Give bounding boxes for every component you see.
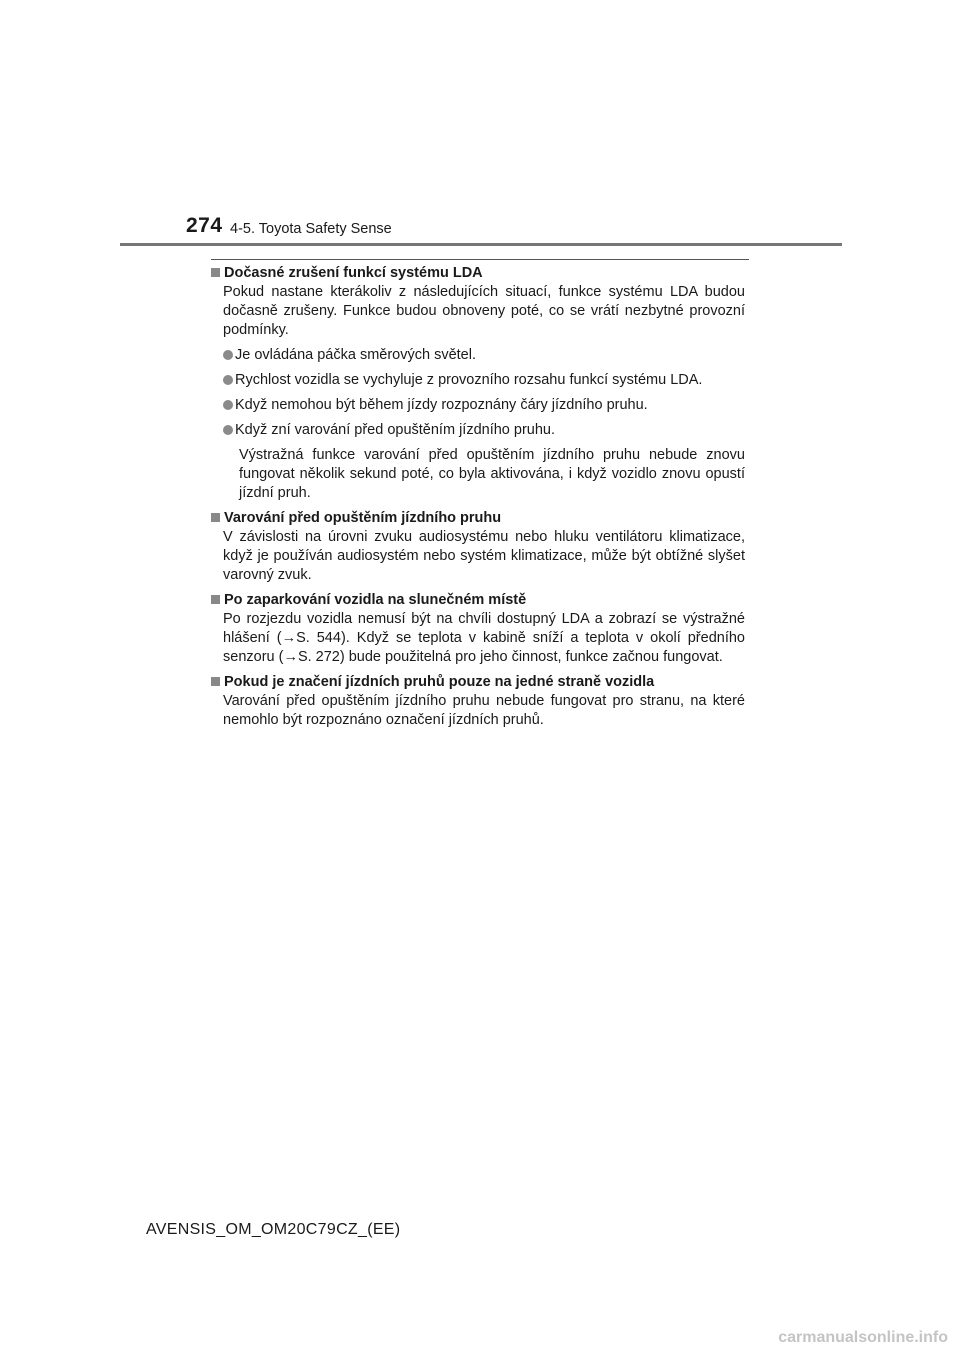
content-rule (211, 259, 749, 260)
section-heading-text: Pokud je značení jízdních pruhů pouze na jedné straně vozidla (224, 674, 655, 690)
section-heading (211, 264, 745, 283)
section-heading (211, 591, 745, 610)
circle-bullet-icon (223, 425, 233, 435)
section-heading-text: Varování před opuštěním jízdního pruhu (224, 510, 502, 526)
section-heading (211, 673, 745, 692)
section-paragraph: Pokud nastane kterákoliv z následujících situací, funkce systému LDA budou dočasně zrušeny. Funkce budou obnoveny poté, co se vrátí nezbytné provozní podmínky. (223, 284, 745, 338)
list-item-text: Když zní varování před opuštěním jízdního pruhu. (235, 422, 555, 438)
section-heading-text: Dočasné zrušení funkcí systému LDA (224, 265, 483, 281)
square-bullet-icon (211, 513, 220, 522)
page-number: 274 (186, 214, 223, 237)
list-item-text: Rychlost vozidla se vychyluje z provozního rozsahu funkcí systému LDA. (235, 372, 703, 388)
square-bullet-icon (211, 677, 220, 686)
section-paragraph: Po rozjezdu vozidla nemusí být na chvíli dostupný LDA a zobrazí se výstražné hlášení (→S. 544). Když se teplota v kabině sníží a teplota v okolí předního senzoru (→S. 272) bude použitelná pro jeho činnost, funkce začnou fungovat. (223, 611, 745, 665)
list-item-text: Když nemohou být během jízdy rozpoznány čáry jízdního pruhu. (235, 397, 648, 413)
circle-bullet-icon (223, 350, 233, 360)
document-code: AVENSIS_OM_OM20C79CZ_(EE) (146, 1221, 401, 1238)
watermark: carmanualsonline.info (778, 1329, 948, 1346)
section-paragraph: Varování před opuštěním jízdního pruhu nebude fungovat pro stranu, na které nemohlo být rozpoznáno označení jízdních pruhů. (223, 693, 745, 728)
circle-bullet-icon (223, 400, 233, 410)
section-heading (211, 509, 745, 528)
list-item (211, 396, 745, 415)
square-bullet-icon (211, 595, 220, 604)
list-item (211, 421, 745, 440)
section-title: 4-5. Toyota Safety Sense (230, 221, 392, 237)
list-item-note: Výstražná funkce varování před opuštěním jízdního pruhu nebude znovu fungovat několik sekund poté, co byla aktivována, i když vozidlo znovu opustí jízdní pruh. (239, 447, 745, 501)
section-heading-text: Po zaparkování vozidla na slunečném místě (224, 592, 527, 608)
circle-bullet-icon (223, 375, 233, 385)
header-rule (120, 243, 842, 246)
list-item (211, 371, 745, 390)
page-content (211, 264, 745, 730)
square-bullet-icon (211, 268, 220, 277)
list-item-text: Je ovládána páčka směrových světel. (235, 347, 476, 363)
list-item (211, 346, 745, 365)
section-paragraph: V závislosti na úrovni zvuku audiosystému nebo hluku ventilátoru klimatizace, když je používán audiosystém nebo systém klimatizace, může být obtížné slyšet varovný zvuk. (223, 529, 745, 583)
